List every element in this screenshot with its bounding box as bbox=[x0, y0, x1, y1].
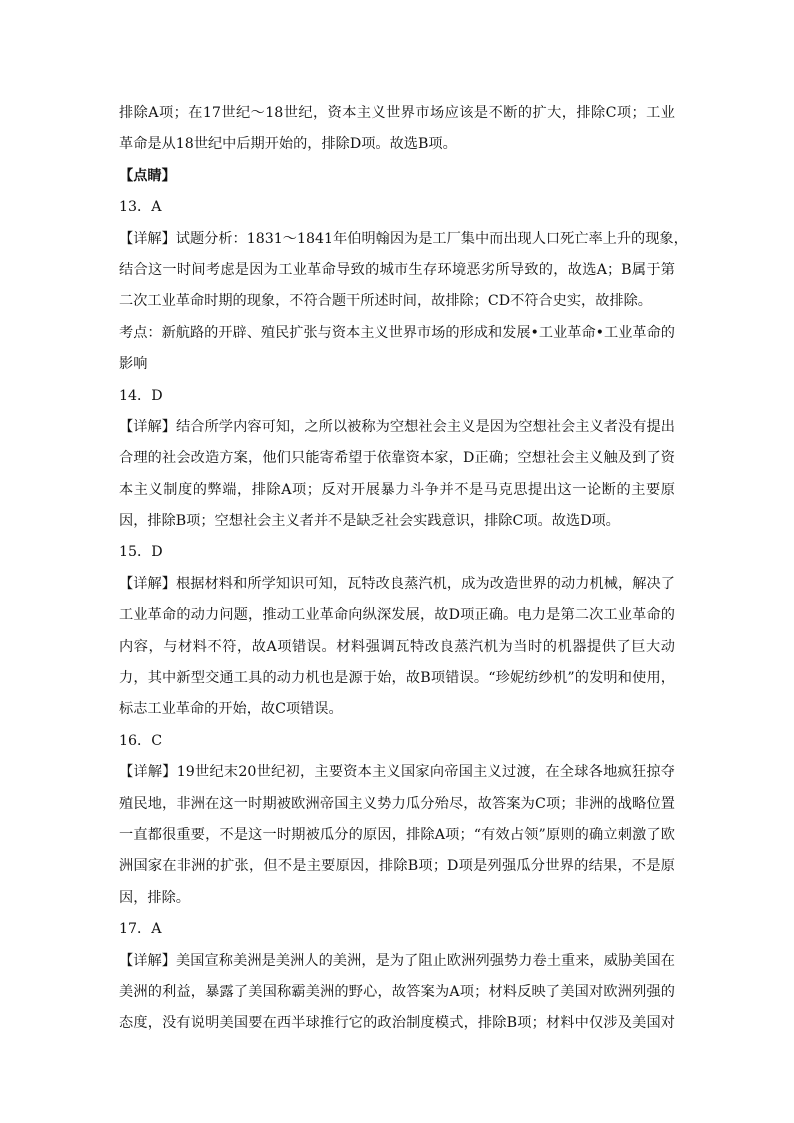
text-line: 革命是从18世纪中后期开始的，排除D项。故选B项。 bbox=[119, 136, 457, 153]
text-line: 14．D bbox=[119, 387, 163, 404]
text-line: 【详解】试题分析：1831～1841年伯明翰因为是工厂集中而出现人口死亡率上升的现象， bbox=[119, 230, 688, 247]
text-line: 二次工业革命时期的现象，不符合题干所述时间，故排除；CD不符合史实，故排除。 bbox=[119, 293, 652, 310]
text-line: 标志工业革命的开始，故C项错误。 bbox=[119, 701, 343, 718]
text-line: 17．A bbox=[119, 921, 162, 938]
text-line: 合理的社会改造方案，他们只能寄希望于依靠资本家，D正确；空想社会主义触及到了资 bbox=[119, 450, 675, 467]
text-line: 因，排除。 bbox=[119, 889, 190, 906]
text-line: 结合这一时间考虑是因为工业革命导致的城市生存环境恶劣所导致的，故选A；B属于第 bbox=[119, 261, 675, 278]
text-line: 13．A bbox=[119, 199, 162, 216]
text-line: 殖民地，非洲在这一时期被欧洲帝国主义势力瓜分殆尽，故答案为C项；非洲的战略位置 bbox=[119, 795, 675, 812]
text-line: 16．C bbox=[119, 732, 163, 749]
text-line: 影响 bbox=[119, 356, 148, 373]
text-line: 排除A项；在17世纪～18世纪，资本主义世界市场应该是不断的扩大，排除C项；工业 bbox=[119, 105, 675, 121]
text-line: 态度，没有说明美国要在西半球推行它的政治制度模式，排除B项；材料中仅涉及美国对 bbox=[119, 1015, 675, 1032]
answer-explanation-text bbox=[119, 98, 688, 1040]
text-line: 美洲的利益，暴露了美国称霸美洲的野心，故答案为A项；材料反映了美国对欧洲列强的 bbox=[119, 983, 675, 1000]
text-line: 力，其中新型交通工具的动力机也是源于始，故B项错误。“珍妮纺纱机”的发明和使用， bbox=[119, 670, 675, 687]
text-line: 考点：新航路的开辟、殖民扩张与资本主义世界市场的形成和发展•工业革命•工业革命的 bbox=[119, 324, 675, 341]
text-line: 一直都很重要，不是这一时期被瓜分的原因，排除A项；“有效占领”原则的确立刺激了欧 bbox=[119, 826, 675, 843]
text-line: 【详解】19世纪末20世纪初，主要资本主义国家向帝国主义过渡，在全球各地疯狂掠夺 bbox=[119, 764, 675, 781]
text-line: 【详解】美国宣称美洲是美洲人的美洲，是为了阻止欧洲列强势力卷土重来，威胁美国在 bbox=[119, 952, 675, 969]
text-line: 15．D bbox=[119, 544, 163, 561]
text-line: 洲国家在非洲的扩张，但不是主要原因，排除B项；D项是列强瓜分世界的结果，不是原 bbox=[119, 858, 675, 875]
text-line: 【点睛】 bbox=[119, 167, 176, 184]
text-line: 工业革命的动力问题，推动工业革命向纵深发展，故D项正确。电力是第二次工业革命的 bbox=[119, 607, 675, 624]
text-line: 【详解】结合所学内容可知，之所以被称为空想社会主义是因为空想社会主义者没有提出 bbox=[119, 418, 675, 435]
text-line: 因，排除B项；空想社会主义者并不是缺乏社会实践意识，排除C项。故选D项。 bbox=[119, 513, 620, 530]
text-line: 【详解】根据材料和所学知识可知，瓦特改良蒸汽机，成为改造世界的动力机械，解决了 bbox=[119, 575, 675, 592]
text-line: 本主义制度的弊端，排除A项；反对开展暴力斗争并不是马克思提出这一论断的主要原 bbox=[119, 481, 675, 498]
text-line: 内容，与材料不符，故A项错误。材料强调瓦特改良蒸汽机为当时的机器提供了巨大动 bbox=[119, 638, 675, 655]
